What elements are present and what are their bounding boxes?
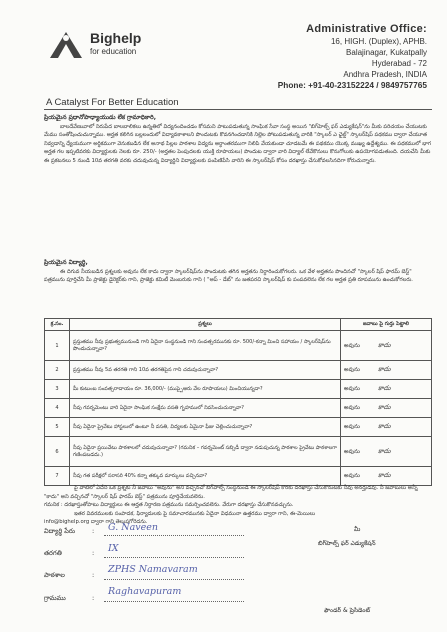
table-row: [45, 399, 432, 418]
field-underline: [104, 579, 244, 580]
field-underline: [104, 535, 244, 536]
brand-name: Bighelp: [90, 30, 142, 46]
org-name: బిగ్‌హెల్ప్ ఫర్ ఎడ్యుకేషన్: [318, 540, 376, 547]
school-field[interactable]: ZPHS Namavaram: [108, 564, 198, 575]
option-yes[interactable]: అవును: [344, 367, 360, 373]
table-row: [45, 418, 432, 437]
option-yes[interactable]: అవును: [344, 386, 360, 392]
address-line: 16, HIGH. (Duplex), APHB.: [330, 37, 427, 46]
office-title: Administrative Office:: [306, 23, 427, 35]
office-address-block: [237, 22, 427, 91]
colon: :: [92, 549, 95, 557]
col-header-answer: జవాబు పై గుర్తు పెట్టాలి: [341, 319, 432, 331]
colon: :: [92, 594, 95, 602]
name-label: విద్యార్థి పేరు: [44, 527, 76, 535]
office-phone: Phone: +91-40-23152224 / 9849757765: [277, 80, 427, 90]
village-label: గ్రామము: [44, 594, 66, 602]
class-label: తరగతి: [44, 549, 62, 557]
sig-salutation: మీ: [354, 526, 361, 533]
row-number: 4: [45, 399, 70, 418]
row-question: నీవు గవర్నమెంటు వారి ఏదైనా సాంఘిక సంక్షేమ వసతి గృహములో నివసించుచున్నావా?: [70, 399, 341, 418]
instructions-paragraph: ఈ దిగువ నీయబడిన ప్రశ్నలకు అవును లేక కాదు ద్వారా స్కాలర్‌షిప్‌ను పొందుటకు తగిన అర్హతను నిర్ధారించుకోగలరు. ఒక వేళ అర్హతను పొందినచో "స్కాలర్ షిప్ ఫారమ్ బెస్ట్" పత్రమును పూర్తిచేసి మీ ప్రాజెక్టు డైరెక్టర్‌కు గాని, ప్రాజెక్టు కమిటీ మెంబరుకు గాని ( "అప్ - డేట్" ను జతపరచి స్కాలర్‌షిప్‌ కు పంపవలెను లేక గల అర్హత ప్రతి రూపమును ఉంచుకోగలరు.: [44, 268, 413, 284]
notes-section: [44, 484, 432, 527]
row-question: ప్రస్తుతము నీవు 5వ తరగతి గాని 10వ తరగతిపైన గాని చదువుచున్నావా?: [70, 361, 341, 380]
handwritten-answer: కాదు: [378, 446, 391, 455]
row-number: 2: [45, 361, 70, 380]
answer-cell[interactable]: [341, 361, 432, 380]
row-number: 1: [45, 331, 70, 361]
handwritten-answer: కాదు: [378, 422, 391, 430]
header-divider: [44, 109, 432, 110]
student-section: [44, 259, 432, 285]
option-yes[interactable]: అవును: [344, 424, 360, 430]
brand-subtitle: for education: [90, 47, 137, 56]
tagline: A Catalyst For Better Education: [46, 97, 179, 108]
colon: :: [92, 527, 95, 535]
option-yes[interactable]: అవును: [344, 405, 360, 411]
handwritten-answer: కాదు: [378, 340, 391, 349]
salutation-student: ప్రియమైన విద్యార్థి,: [44, 259, 88, 266]
answer-cell[interactable]: [341, 380, 432, 399]
field-underline: [104, 601, 244, 602]
handwritten-answer: కాదు: [378, 365, 391, 373]
colon: :: [92, 571, 95, 579]
answer-cell[interactable]: [341, 437, 432, 467]
answer-cell[interactable]: [341, 399, 432, 418]
contact-note: ఇతర వివరములకు సంపాదక, ఫిర్యాదులకు పై సమాచారమునకు ఏదైనా విధమునా ఉత్తరము ద్వారా గాని, ఈ-మెయిలు: [74, 510, 316, 517]
address-line: Balajinagar, Kukatpally: [346, 48, 427, 57]
class-field[interactable]: IX: [108, 543, 119, 554]
col-header-question: ప్రశ్నలు: [70, 319, 341, 331]
row-number: 6: [45, 437, 70, 467]
handwritten-answer: కాదు: [378, 384, 391, 392]
option-yes[interactable]: అవును: [344, 473, 360, 479]
eligibility-table: [44, 318, 432, 486]
address-line: Andhra Pradesh, INDIA: [343, 70, 427, 79]
eligibility-note: పై వాటిలో ఏదేని ఒక ప్రశ్నకు నీ జవాబు "అవును" అని వచ్చినచో బిగ్‌హెల్ప్ సంస్థనుండి ఈ స్కాలర్‌షిప్ కొరకు దరఖాస్తు చేసుకొనుటకు నీవు అనర్హుడవు. నీ జవాబులు అన్నీ "కాదు" అని వచ్చినచో "స్కాలర్ షిప్ ఫారమ్ బెస్ట్" పత్రమును పూర్తిచేయవలెను.: [44, 485, 418, 500]
table-row: [45, 467, 432, 486]
salutation-headmaster: ప్రియమైన ప్రధానోపాధ్యాయుడు లేక గ్రామాధికారి,: [44, 114, 157, 121]
field-underline: [104, 557, 244, 558]
table-header-row: [45, 319, 432, 331]
table-row: [45, 361, 432, 380]
row-question: నీవు ఏదైనా ప్రైవేటు హాస్టలులో ఉంటూ నీ వసతి, విద్యలకు ఏమైనా ఫీజు చెల్లించుచున్నావా?: [70, 418, 341, 437]
address-line: Hyderabad - 72: [371, 59, 427, 68]
intro-paragraph: బాలదేవేణువాలో నిరుపేద బాలబాలికలు ఉన్నతిలో విద్యనందించడం కోసమని పాటుపడుతున్న సాంఘిక సేవా సంస్థ అయిన "బిగ్‌హెల్ప్ ఫర్ ఎడ్యుకేషన్"ను మీకు పరిచయం చేయుటకు మేము సంతోషించుచున్నాము. అర్హత కలిగిన బల్లలందులో విద్యావకాశాలని పొందుటకు కొవనగించడానికి నిల్లెల పోటుపడుతున్న వారికి "స్కాలర్ ఎ ఛైల్డ్" స్కాలర్‌షిప్ పథకము ద్వారా చేయూత నివ్వడాన్ని ధ్యేయముగా అర్థికముగా వెనుకబడిన లేక అనాథ పిల్లల పాఠశాల విద్యను అర్థాంతరముగా నిలిపి వేయకుండా చూడటమే ఈ పథకము యొక్క ముఖ్య ఉద్దేశ్యము. ఈ పథకములో భాగ అర్హత గల ఇప్పటివరకు విద్యార్థులకు నెలకు రూ. 250/- (అర్హతల పెంపుదలకు యుక్తి రూపాయలు) పొందుట ద్వారా వారి విద్యాల్ లేవేకొనులు కొనుగోలుకు ఉపయోగపడుతుంది. దయచేసి మీకు ఈ ప్రకటనలు 5 నుండి 10వ తరగతి వరకు చదువుచున్న విద్యార్థిని విద్యార్థులకు పంపిణిపేసి వారిని ఈ స్కాలర్‌షిప్ కోసం దరఖాస్తు చేసుకోవలసినదిగా కోరుచున్నారు.: [44, 123, 431, 164]
submission-note: గమనిక : దరఖాస్తుతోపాటు విద్యార్థులు ఈ ఆర్హత నిర్ధారణ పత్రమును సమర్పించవలెను. వేరుగా దరఖాస్తు చేసుకొనవచ్చును.: [44, 502, 294, 509]
table-row: [45, 380, 432, 399]
answer-cell[interactable]: [341, 467, 432, 486]
table-row: [45, 437, 432, 467]
row-number: 5: [45, 418, 70, 437]
handwritten-answer: కాదు: [378, 471, 391, 479]
row-question: మీ కుటుంబ సంవత్సరాదాయం రూ. 36,000/- (ముప్పైఆరు వేల రూపాయలు) మించియున్నదా?: [70, 380, 341, 399]
school-label: పాఠశాల: [44, 571, 65, 579]
option-yes[interactable]: అవును: [344, 342, 360, 349]
row-number: 7: [45, 467, 70, 486]
option-yes[interactable]: అవును: [344, 448, 360, 455]
row-question: నీవు గత పరీక్షలో సరాసరి 40% కన్నా తక్కువ మార్కులు వచ్చినవా?: [70, 467, 341, 486]
table-row: [45, 331, 432, 361]
student-name-field[interactable]: G. Naveen: [108, 522, 158, 533]
row-question: నీవు ఏదైనా ప్రయివేటు పాఠశాలలో చదువుచున్నావా? (గమనిక – గవర్నమెంట్ సబ్సిడీ ద్వారా నడుపుచున్న పాఠశాల ప్రైవేటు పాఠశాలగా గణింపబడదు.): [70, 437, 341, 467]
handwritten-answer: కాదు: [378, 403, 391, 411]
village-field[interactable]: Raghavapuram: [108, 586, 182, 597]
founder-title: ఫౌండర్ & ప్రెసిడెంట్: [324, 607, 371, 614]
row-question: ప్రస్తుతము నీవు ప్రభుత్వమునుండి గాని ఏదైనా సంస్థనుండి గాని సంవత్సరమునకు రూ. 500/-కన్నా మించి సహాయం / స్కాలర్‌షిప్‌ను పొందుచున్నావా?: [70, 331, 341, 361]
col-header-number: క్ర.సం.: [45, 319, 70, 331]
answer-cell[interactable]: [341, 331, 432, 361]
letter-body: [44, 114, 432, 166]
answer-cell[interactable]: [341, 418, 432, 437]
row-number: 3: [45, 380, 70, 399]
bighelp-logo-icon: [46, 26, 86, 66]
email-line: info@bighelp.org ద్వారా గాని తెలుపగోరెదను.: [44, 519, 148, 526]
